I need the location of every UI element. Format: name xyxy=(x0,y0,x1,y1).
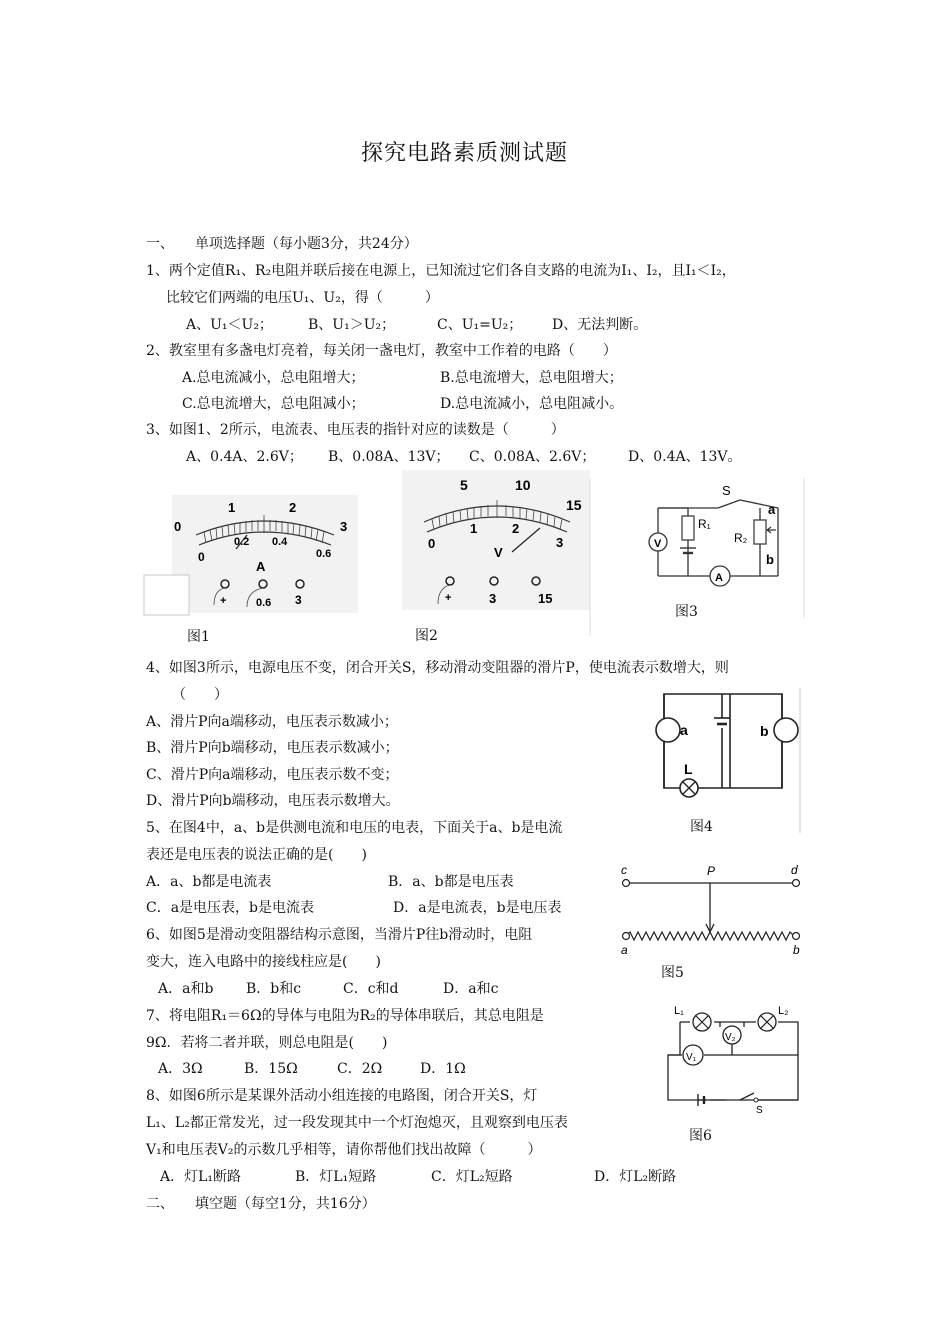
section-heading: 二、 填空题（每空1分，共16分） xyxy=(146,1196,376,1212)
option-b: B．b和c xyxy=(246,981,302,997)
figure-2-voltmeter xyxy=(402,470,592,612)
terminal-label-15: 15 xyxy=(538,591,553,606)
figure-corner xyxy=(144,575,189,615)
meter-b xyxy=(774,718,798,742)
inner-tick-0: 0 xyxy=(198,550,205,564)
option-c: C、滑片P向a端移动，电压表示数不变； xyxy=(146,767,399,783)
option-a: A．灯L₁断路 xyxy=(160,1169,242,1185)
terminal-label-3: 3 xyxy=(489,591,497,606)
terminal-label-3: 3 xyxy=(295,593,302,607)
terminal-a xyxy=(623,933,630,940)
meter-a-label: a xyxy=(680,722,688,738)
v1-label: V₁ xyxy=(686,1052,697,1063)
option-d: D．灯L₂断路 xyxy=(594,1169,677,1185)
l1-label: L₁ xyxy=(674,1005,684,1017)
inner-tick-2: 2 xyxy=(512,521,520,536)
switch-blade xyxy=(740,1093,754,1100)
unit-label: A xyxy=(256,559,266,574)
outer-tick-5: 5 xyxy=(460,477,468,493)
option-d: D、滑片P向b端移动，电压表示数增大。 xyxy=(146,793,400,809)
option-a: A、滑片P向a端移动，电压表示数减小； xyxy=(146,714,398,730)
outer-tick-10: 10 xyxy=(515,477,531,493)
option-c: C．2Ω xyxy=(337,1061,383,1077)
figure-5-caption: 图5 xyxy=(661,965,684,981)
option-a: A、0.4A、2.6V； xyxy=(186,449,303,465)
outer-tick-15: 15 xyxy=(566,497,582,513)
section-heading: 一、 单项选择题（每小题3分，共24分） xyxy=(146,236,418,252)
terminal-label-plus: + xyxy=(220,595,227,607)
figure-4-circuit xyxy=(650,688,802,833)
label-c: c xyxy=(621,863,627,877)
figure-3-caption: 图3 xyxy=(675,604,698,620)
meter-b-label: b xyxy=(760,723,769,739)
inner-tick-3: 0.6 xyxy=(316,548,332,560)
figure-5-rheostat xyxy=(616,862,810,962)
question-8-stem-cont: V₁和电压表V₂的示数几乎相等，请你帮他们找出故障（ ） xyxy=(146,1142,542,1158)
v2-label: V₂ xyxy=(725,1032,736,1043)
figure-3-circuit xyxy=(590,478,810,638)
option-b: B、0.08A、13V； xyxy=(328,449,450,465)
label-b: b xyxy=(793,943,800,957)
option-d: D、无法判断。 xyxy=(552,317,648,333)
option-a: A．a、b都是电流表 xyxy=(146,874,272,890)
option-c: C．灯L₂短路 xyxy=(431,1169,513,1185)
option-a: A．a和b xyxy=(158,981,214,997)
option-b: B．灯L₁短路 xyxy=(295,1169,377,1185)
option-c: C、U₁=U₂； xyxy=(437,317,523,333)
inner-tick-3: 3 xyxy=(556,535,564,550)
terminal-b xyxy=(793,933,800,940)
question-3-stem: 3、如图1、2所示，电流表、电压表的指针对应的读数是（ ） xyxy=(146,422,565,438)
outer-tick-3: 3 xyxy=(340,519,348,534)
meter-a xyxy=(656,718,680,742)
option-b: B．a、b都是电压表 xyxy=(388,874,514,890)
option-d: D.总电流减小，总电阻减小。 xyxy=(440,396,624,412)
terminal-label-0-6: 0.6 xyxy=(256,597,272,609)
option-b: B.总电流增大，总电阻增大； xyxy=(440,370,623,386)
resistor-r1 xyxy=(682,516,694,540)
figure-4-caption: 图4 xyxy=(690,819,713,835)
terminal-c xyxy=(623,880,630,887)
inner-tick-2: 0.4 xyxy=(272,536,288,548)
question-2-stem: 2、教室里有多盏电灯亮着，每关闭一盏电灯，教室中工作着的电路（ ） xyxy=(146,343,617,359)
option-a: A、U₁＜U₂； xyxy=(186,317,273,333)
figure-6-circuit xyxy=(660,1005,806,1115)
voltmeter-label: V xyxy=(654,538,662,550)
inner-tick-0: 0 xyxy=(428,536,436,551)
option-b: B．15Ω xyxy=(244,1061,298,1077)
terminal-label-plus: + xyxy=(445,592,452,604)
switch-blade xyxy=(718,500,740,508)
option-b: B、滑片P向b端移动，电压表示数减小； xyxy=(146,740,399,756)
slider-arrow xyxy=(767,527,776,533)
switch-label: S xyxy=(722,483,731,498)
question-8-stem: 8、如图6所示是某课外活动小组连接的电路图，闭合开关S，灯 xyxy=(146,1088,538,1104)
question-7-stem: 7、将电阻R₁＝6Ω的导体与电阻为R₂的导体串联后，其总电阻是 xyxy=(146,1008,544,1024)
ammeter-label: A xyxy=(715,572,723,584)
wires xyxy=(664,694,782,788)
r1-label: R₁ xyxy=(698,517,711,531)
question-6-stem-cont: 变大，连入电路中的接线柱应是( ) xyxy=(146,954,381,970)
figure-2-caption: 图2 xyxy=(415,628,438,644)
option-d: D．a是电流表，b是电压表 xyxy=(393,900,562,916)
switch-label: S xyxy=(756,1105,763,1116)
option-c: C、0.08A、2.6V； xyxy=(469,449,596,465)
option-d: D．1Ω xyxy=(420,1061,466,1077)
question-4-stem: 4、如图3所示，电源电压不变，闭合开关S，移动滑动变阻器的滑片P，使电流表示数增大，则 xyxy=(146,660,729,676)
option-c: C．a是电压表，b是电流表 xyxy=(146,900,315,916)
outer-tick-0: 0 xyxy=(174,519,182,534)
terminal-d xyxy=(793,880,800,887)
figure-1-caption: 图1 xyxy=(187,629,210,645)
unit-label: V xyxy=(494,545,503,560)
figure-6-caption: 图6 xyxy=(689,1128,712,1144)
option-a: A.总电流减小，总电阻增大； xyxy=(182,370,365,386)
question-1-stem-cont: 比较它们两端的电压U₁、U₂，得（ ） xyxy=(166,290,439,306)
outer-tick-2: 2 xyxy=(289,500,297,515)
option-b: B、U₁＞U₂； xyxy=(308,317,396,333)
switch-contact xyxy=(754,1098,758,1102)
label-d: d xyxy=(791,863,798,877)
label-p: P xyxy=(707,864,716,878)
lamp-label: L xyxy=(684,761,693,777)
question-1-stem: 1、两个定值R₁、R₂电阻并联后接在电源上，已知流过它们各自支路的电流为I₁、I₂，且I₁＜I₂， xyxy=(146,263,736,279)
page-title: 探究电路素质测试题 xyxy=(361,141,569,166)
option-d: D、0.4A、13V。 xyxy=(628,449,742,465)
option-d: D．a和c xyxy=(443,981,499,997)
rheostat-r2 xyxy=(754,520,766,544)
question-5-stem-cont: 表还是电压表的说法正确的是( ) xyxy=(146,847,367,863)
question-6-stem: 6、如图5是滑动变阻器结构示意图，当滑片P往b滑动时，电阻 xyxy=(146,927,533,943)
question-7-stem-cont: 9Ω．若将二者并联，则总电阻是( ) xyxy=(146,1035,388,1051)
question-4-stem-cont: （ ） xyxy=(172,687,228,703)
question-5-stem: 5、在图4中，a、b是供测电流和电压的电表，下面关于a、b是电流 xyxy=(146,820,563,836)
option-c: C.总电流增大，总电阻减小； xyxy=(182,396,365,412)
terminal-b-label: b xyxy=(766,552,774,567)
figure-1-ammeter xyxy=(144,495,359,615)
option-c: C．c和d xyxy=(343,981,399,997)
inner-tick-1: 1 xyxy=(470,521,478,536)
option-a: A．3Ω xyxy=(158,1061,203,1077)
l2-label: L₂ xyxy=(778,1005,789,1017)
question-8-stem-cont: L₁、L₂都正常发光，过一段发现其中一个灯泡熄灭，且观察到电压表 xyxy=(146,1115,568,1131)
terminal-a-label: a xyxy=(768,502,776,517)
inner-tick-1: 0.2 xyxy=(234,536,250,548)
label-a: a xyxy=(621,943,628,957)
r2-label: R₂ xyxy=(734,531,748,545)
outer-tick-1: 1 xyxy=(228,500,236,515)
